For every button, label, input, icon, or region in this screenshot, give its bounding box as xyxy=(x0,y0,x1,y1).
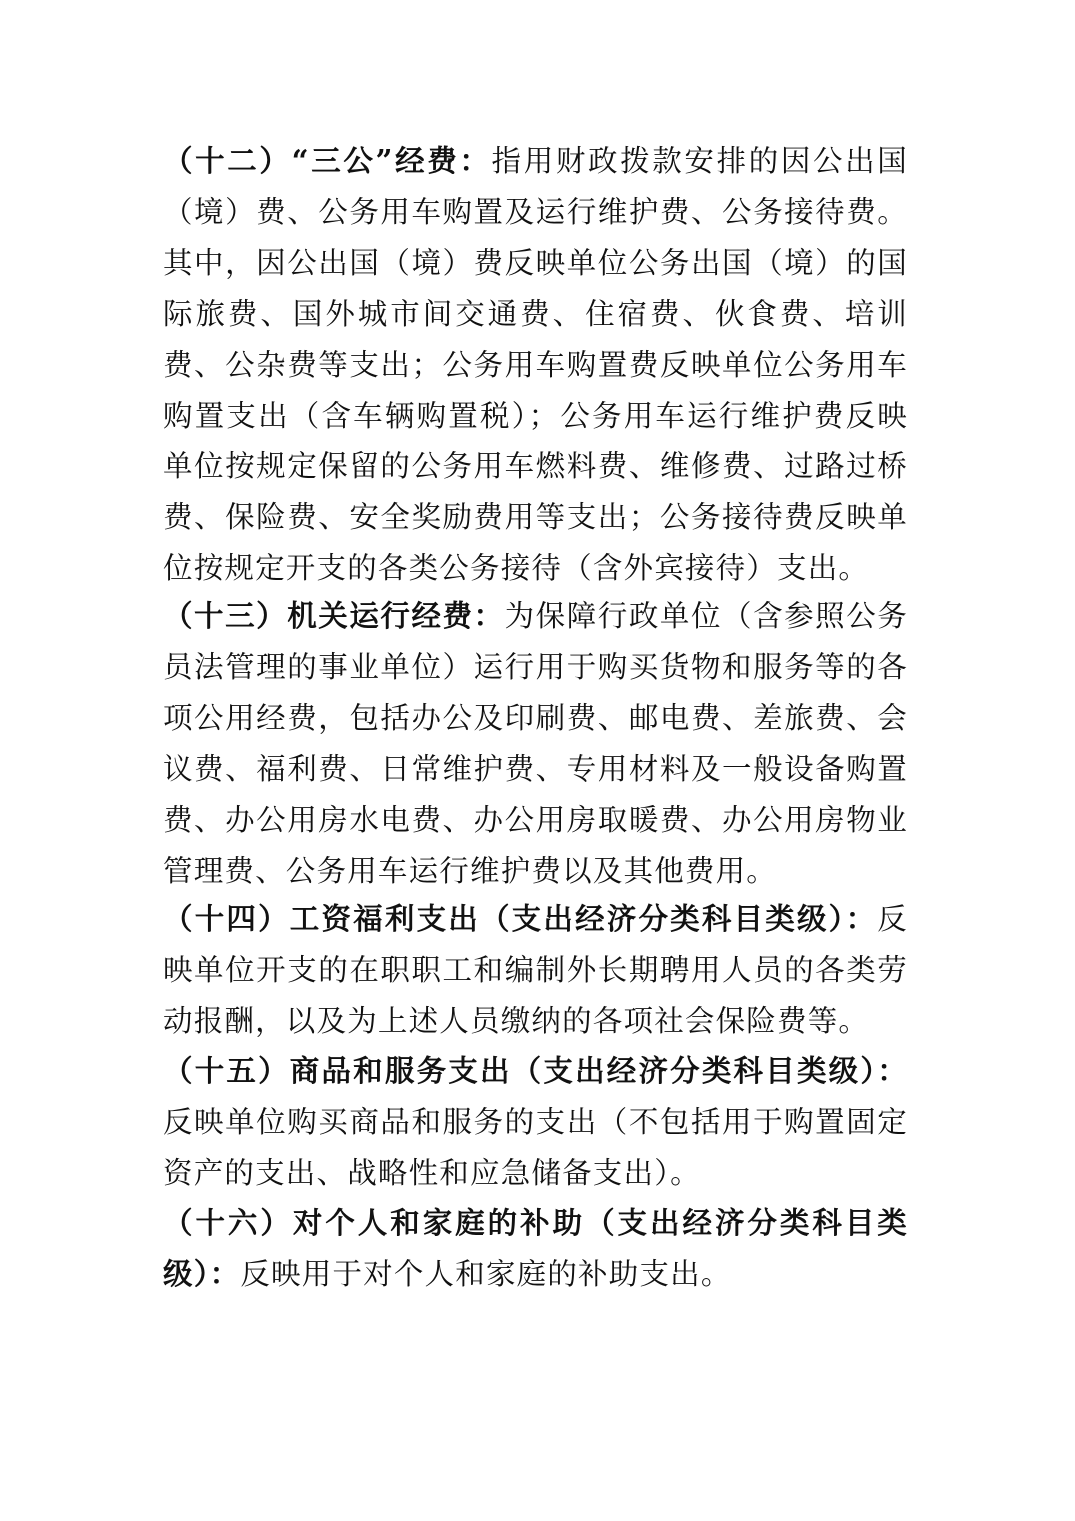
paragraph-body: 为保障行政单位（含参照公务员法管理的事业单位）运行用于购买货物和服务等的各项公用经费，包括办公及印刷费、邮电费、差旅费、会议费、福利费、日常维护费、专用材料及一般设备购置费、办公用房水电费、办公用房取暖费、办公用房物业管理费、公务用车运行维护费以及其他费用。 xyxy=(163,599,908,888)
paragraph-body: 指用财政拨款安排的因公出国（境）费、公务用车购置及运行维护费、公务接待费。其中，因公出国（境）费反映单位公务出国（境）的国际旅费、国外城市间交通费、住宿费、伙食费、培训费、公杂费等支出；公务用车购置费反映单位公务用车购置支出（含车辆购置税）；公务用车运行维护费反映单位按规定保留的公务用车燃料费、维修费、过路过桥费、保险费、安全奖励费用等支出；公务接待费反映单位按规定开支的各类公务接待（含外宾接待）支出。 xyxy=(163,144,908,586)
paragraph-12 xyxy=(163,136,908,594)
paragraph-15 xyxy=(163,1046,908,1199)
paragraph-body: 反映单位购买商品和服务的支出（不包括用于购置固定资产的支出、战略性和应急储备支出）。 xyxy=(163,1104,908,1190)
paragraph-16 xyxy=(163,1198,908,1300)
paragraph-term: （十四）工资福利支出（支出经济分类科目类级）： xyxy=(163,901,878,936)
paragraph-term: （十二）“三公”经费： xyxy=(163,143,492,178)
paragraph-14 xyxy=(163,894,908,1047)
paragraph-term: （十三）机关运行经费： xyxy=(163,598,505,633)
paragraph-13 xyxy=(163,591,908,896)
paragraph-body: 反映单位开支的在职职工和编制外长期聘用人员的各类劳动报酬，以及为上述人员缴纳的各项社会保险费等。 xyxy=(163,902,908,1038)
paragraph-term: （十六）对个人和家庭的补助（支出经济分类科目类级）： xyxy=(163,1205,908,1291)
paragraph-body: 反映用于对个人和家庭的补助支出。 xyxy=(240,1256,732,1291)
paragraph-term: （十五）商品和服务支出（支出经济分类科目类级）： xyxy=(163,1053,908,1088)
